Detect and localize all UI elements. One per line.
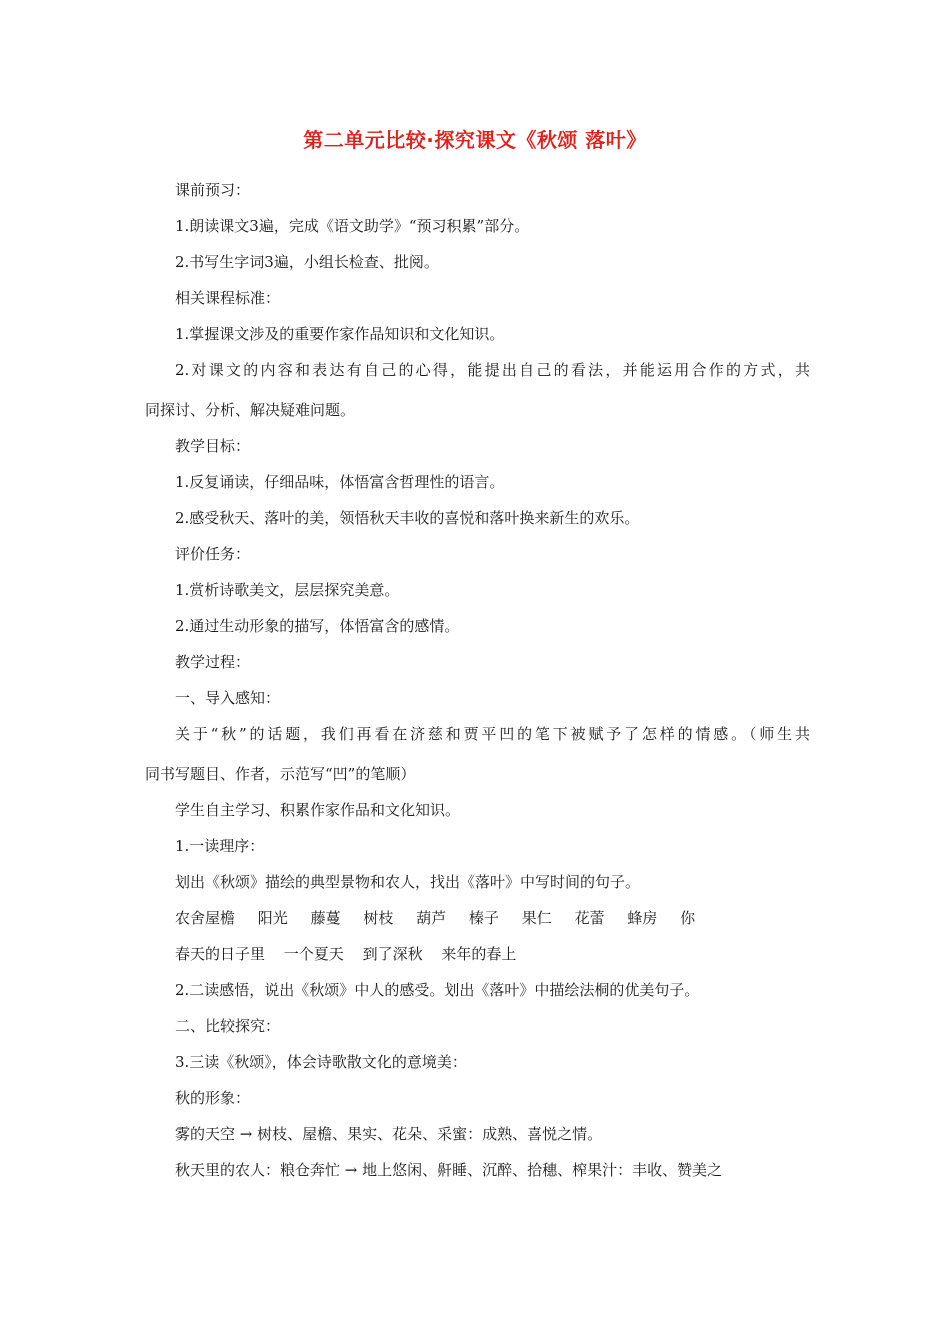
paragraph-wrapped xyxy=(145,352,810,428)
subsection-heading: 一、导入感知： xyxy=(175,689,281,707)
word-list-scenery xyxy=(145,900,810,936)
section-heading-standards: 相关课程标准： xyxy=(175,289,281,307)
section-heading-goals: 教学目标： xyxy=(175,437,251,455)
word-item: 来年的春上 xyxy=(441,945,517,963)
word-item: 树枝 xyxy=(363,909,394,927)
paragraph-line: 同探讨、分析、解决疑难问题。 xyxy=(145,401,356,419)
paragraph: 1.掌握课文涉及的重要作家作品知识和文化知识。 xyxy=(175,325,505,343)
section-heading-process: 教学过程： xyxy=(175,653,251,671)
word-item: 藤蔓 xyxy=(310,909,341,927)
paragraph: 秋的形象： xyxy=(175,1089,251,1107)
paragraph: 雾的天空 → 树枝、屋檐、果实、花朵、采蜜：成熟、喜悦之情。 xyxy=(175,1125,603,1143)
paragraph: 秋天里的农人：粮仓奔忙 → 地上悠闲、鼾睡、沉醉、拾穗、榨果汁：丰收、赞美之 xyxy=(175,1161,723,1179)
paragraph: 1.一读理序： xyxy=(175,837,265,855)
page-title: 第二单元比较·探究课文《秋颂 落叶》 xyxy=(303,128,647,152)
paragraph: 2.通过生动形象的描写，体悟富含的感情。 xyxy=(175,617,460,635)
subsection-heading: 二、比较探究： xyxy=(175,1017,281,1035)
paragraph-line: 同书写题目、作者，示范写“凹”的笔顺） xyxy=(145,765,416,783)
paragraph: 1.朗读课文3遍，完成《语文助学》“预习积累”部分。 xyxy=(175,217,530,235)
paragraph-line: 2.对课文的内容和表达有自己的心得，能提出自己的看法，并能运用合作的方式，共 xyxy=(175,361,810,379)
document-body xyxy=(145,172,810,1188)
word-item: 你 xyxy=(680,909,696,927)
word-item: 到了深秋 xyxy=(362,945,423,963)
paragraph: 1.赏析诗歌美文，层层探究美意。 xyxy=(175,581,400,599)
word-item: 阳光 xyxy=(257,909,288,927)
paragraph: 2.二读感悟，说出《秋颂》中人的感受。划出《落叶》中描绘法桐的优美句子。 xyxy=(175,981,700,999)
word-item: 农舍屋檐 xyxy=(175,909,236,927)
paragraph: 学生自主学习、积累作家作品和文化知识。 xyxy=(175,801,461,819)
paragraph-line: 关于“秋”的话题，我们再看在济慈和贾平凹的笔下被赋予了怎样的情感。（师生共 xyxy=(175,725,810,743)
word-item: 春天的日子里 xyxy=(175,945,266,963)
word-item: 一个夏天 xyxy=(283,945,344,963)
word-list-time xyxy=(145,936,810,972)
word-item: 蜂房 xyxy=(627,909,658,927)
paragraph: 2.书写生字词3遍，小组长检查、批阅。 xyxy=(175,253,439,271)
paragraph: 1.反复诵读，仔细品味，体悟富含哲理性的语言。 xyxy=(175,473,505,491)
word-item: 花蕾 xyxy=(574,909,605,927)
section-heading-tasks: 评价任务： xyxy=(175,545,251,563)
word-item: 榛子 xyxy=(468,909,499,927)
paragraph: 划出《秋颂》描绘的典型景物和农人，找出《落叶》中写时间的句子。 xyxy=(175,873,641,891)
word-item: 果仁 xyxy=(521,909,552,927)
word-item: 葫芦 xyxy=(416,909,447,927)
section-heading-preview: 课前预习： xyxy=(175,181,251,199)
paragraph: 3.三读《秋颂》，体会诗歌散文化的意境美： xyxy=(175,1053,467,1071)
paragraph: 2.感受秋天、落叶的美，领悟秋天丰收的喜悦和落叶换来新生的欢乐。 xyxy=(175,509,640,527)
paragraph-wrapped xyxy=(145,716,810,792)
